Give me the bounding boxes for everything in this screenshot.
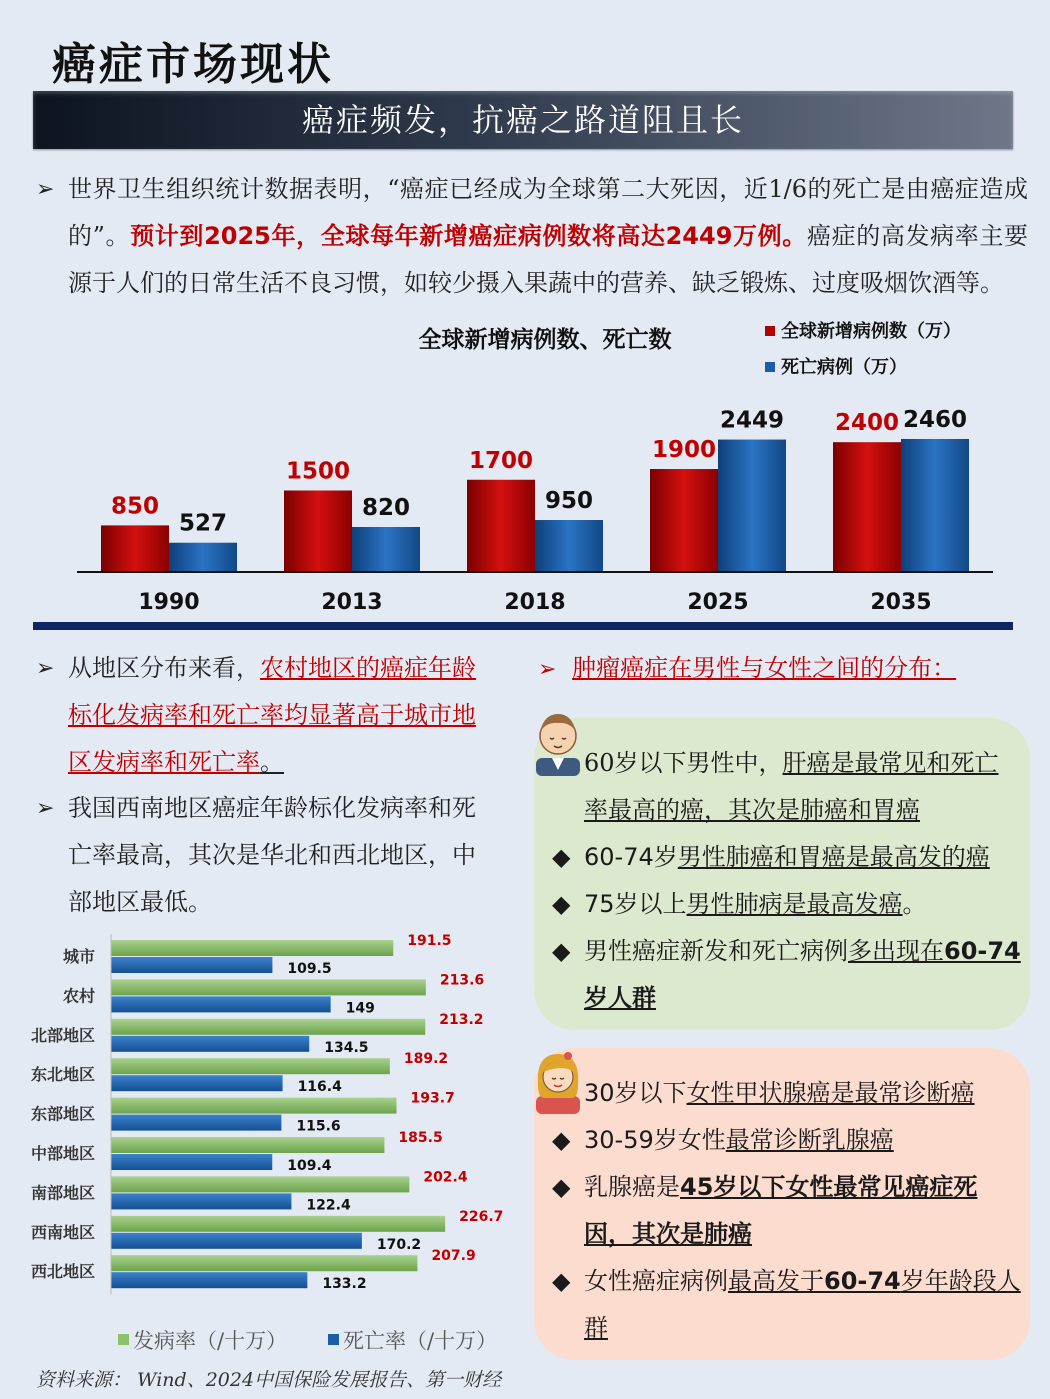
male-item-1-text: 60岁以下男性中， xyxy=(584,749,783,777)
male-item-3-end: 。 xyxy=(902,890,927,918)
legend-swatch xyxy=(765,326,775,336)
bar xyxy=(111,1233,362,1249)
female-avatar-icon xyxy=(528,1044,588,1114)
legend-swatch xyxy=(118,1334,129,1345)
male-item-3-emphasis: 男性肺病是最高发癌 xyxy=(686,890,903,918)
region-paragraph-1 xyxy=(36,645,498,786)
bar xyxy=(111,1154,272,1170)
bar xyxy=(111,1098,397,1114)
region-text-1: 从地区分布来看， xyxy=(68,654,260,682)
female-item-4-age: 60-74 xyxy=(824,1267,901,1295)
bar-value-label: 527 xyxy=(178,510,228,537)
diamond-bullet-icon: ◆ xyxy=(552,843,571,871)
intro-text-1: 世界卫生组织统计数据表明，“癌症已经成为全球第二大死因，近1/6的死亡是由癌症造成的”。 xyxy=(68,175,1028,250)
bar xyxy=(169,543,237,571)
female-item-4-text: 女性癌症病例 xyxy=(584,1267,728,1295)
bar-value-label: 1700 xyxy=(468,447,534,474)
bar-value-label: 202.4 xyxy=(423,1169,468,1186)
x-tick-label: 2018 xyxy=(504,590,566,615)
bar xyxy=(111,1176,409,1192)
y-tick-label: 中部地区 xyxy=(30,1144,95,1163)
y-tick-label: 西北地区 xyxy=(30,1262,95,1282)
bar-value-label: 2460 xyxy=(902,406,968,433)
y-tick-label: 南部地区 xyxy=(30,1183,95,1203)
bar xyxy=(650,469,718,571)
male-item-2-emphasis: 男性肺癌和胃癌是最高发的癌 xyxy=(677,843,990,871)
diamond-bullet-icon: ◆ xyxy=(552,1126,571,1154)
region-text-2: 我国西南地区癌症年龄标化发病率和死亡率最高，其次是华北和西北地区，中部地区最低。 xyxy=(68,794,476,916)
bar xyxy=(111,1115,281,1131)
bar xyxy=(101,525,169,571)
female-item-3-text: 乳腺癌是 xyxy=(584,1173,680,1201)
bar-value-label: 850 xyxy=(110,493,160,520)
female-item-2-text: 30-59岁女性 xyxy=(584,1126,726,1154)
female-item-1-emphasis: 女性甲状腺癌是最常诊断癌 xyxy=(686,1079,975,1107)
regional-rate-chart xyxy=(0,930,510,1360)
male-item-4-emphasis: 多出现在 xyxy=(848,937,944,965)
bar xyxy=(111,940,393,956)
bar xyxy=(111,1036,309,1052)
intro-text-2: 癌症的高发病率主要源于人们的日常生活不良习惯，如较少摄入果蔬中的营养、缺乏锻炼、过度吸烟饮酒等。 xyxy=(68,222,1028,297)
diamond-bullet-icon: ◆ xyxy=(552,937,571,965)
bar xyxy=(111,1272,307,1288)
male-item-1 xyxy=(584,740,1014,834)
bar xyxy=(833,442,901,571)
y-tick-label: 北部地区 xyxy=(30,1025,95,1045)
bar xyxy=(111,1255,417,1271)
bar xyxy=(111,1058,390,1074)
bar-value-label: 207.9 xyxy=(431,1248,476,1265)
page-title: 癌症市场现状 xyxy=(52,39,334,90)
bar-value-label: 950 xyxy=(544,488,594,515)
arrow-bullet-icon: ➢ xyxy=(36,796,55,821)
y-tick-label: 东北地区 xyxy=(30,1065,95,1085)
bar-value-label: 109.4 xyxy=(287,1158,332,1174)
male-item-2 xyxy=(552,834,1022,881)
arrow-bullet-icon: ➢ xyxy=(36,656,55,681)
bar-value-label: 115.6 xyxy=(296,1118,341,1135)
female-item-2-emphasis: 最常诊断乳腺癌 xyxy=(725,1126,894,1154)
section-banner xyxy=(33,91,1013,149)
bar xyxy=(111,1019,425,1035)
legend-swatch xyxy=(765,362,775,372)
bar xyxy=(535,520,603,571)
gender-heading-text: 肿瘤癌症在男性与女性之间的分布： xyxy=(572,654,957,682)
intro-paragraph xyxy=(36,166,1028,307)
x-tick-label: 2013 xyxy=(321,590,383,615)
bar xyxy=(718,440,786,571)
global-cases-chart xyxy=(0,310,1050,620)
region-paragraph-2 xyxy=(36,785,498,926)
bar xyxy=(284,490,352,571)
legend-label: 发病率（/十万） xyxy=(133,1329,288,1353)
bar-value-label: 149 xyxy=(345,1000,375,1017)
bar-value-label: 133.2 xyxy=(322,1276,367,1293)
bar-value-label: 213.6 xyxy=(439,972,485,989)
arrow-bullet-icon: ➢ xyxy=(538,657,557,682)
bar xyxy=(111,1075,283,1091)
bar xyxy=(111,996,331,1012)
legend-label: 死亡病例（万） xyxy=(781,357,907,378)
female-item-4 xyxy=(552,1258,1022,1352)
chart-title: 全球新增病例数、死亡数 xyxy=(418,326,672,353)
bar-value-label: 134.5 xyxy=(324,1039,369,1056)
male-item-4 xyxy=(552,928,1022,1022)
y-tick-label: 西南地区 xyxy=(30,1222,95,1242)
bar-value-label: 170.2 xyxy=(376,1236,422,1253)
arrow-bullet-icon: ➢ xyxy=(36,177,55,202)
bar-value-label: 2400 xyxy=(834,410,900,437)
bar xyxy=(111,1193,291,1209)
bar-value-label: 185.5 xyxy=(398,1130,443,1146)
bar-value-label: 189.2 xyxy=(403,1051,449,1068)
region-text-end: 。 xyxy=(260,748,284,776)
x-tick-label: 2035 xyxy=(870,590,932,615)
female-item-3 xyxy=(552,1164,1022,1258)
bar xyxy=(901,439,969,571)
bar-value-label: 1500 xyxy=(285,458,351,485)
male-item-1-emphasis: 肝癌是最常见和死亡率最高的癌，其次是肺癌和胃癌 xyxy=(584,749,999,824)
bar xyxy=(467,480,535,571)
bar-value-label: 1900 xyxy=(651,437,717,464)
female-item-2 xyxy=(552,1117,1022,1164)
gender-heading xyxy=(538,645,956,693)
bar-value-label: 820 xyxy=(361,494,411,521)
section-divider xyxy=(33,622,1013,630)
legend-label: 全球新增病例数（万） xyxy=(781,321,961,342)
bar xyxy=(352,527,420,571)
male-item-3 xyxy=(552,881,1022,928)
diamond-bullet-icon: ◆ xyxy=(552,1267,571,1295)
bar-value-label: 109.5 xyxy=(287,961,332,977)
bar-value-label: 191.5 xyxy=(407,933,452,949)
bar-value-label: 2449 xyxy=(719,407,785,434)
male-item-4-text: 男性癌症新发和死亡病例 xyxy=(584,937,848,965)
male-avatar-icon xyxy=(528,706,588,776)
diamond-bullet-icon: ◆ xyxy=(552,1173,571,1201)
bar-value-label: 226.7 xyxy=(459,1208,504,1225)
bar-value-label: 122.4 xyxy=(306,1197,351,1214)
female-item-1-text: 30岁以下 xyxy=(584,1079,687,1107)
bar-value-label: 193.7 xyxy=(410,1090,455,1107)
diamond-bullet-icon: ◆ xyxy=(552,890,571,918)
intro-highlight: 预计到2025年，全球每年新增癌症病例数将高达2449万例。 xyxy=(130,222,807,250)
y-tick-label: 农村 xyxy=(62,986,95,1006)
male-item-4-age: 60-74岁人群 xyxy=(584,937,1021,1012)
male-item-3-text: 75岁以上 xyxy=(584,890,687,918)
y-tick-label: 城市 xyxy=(62,947,95,966)
female-item-4-emphasis: 最高发于 xyxy=(728,1267,824,1295)
female-item-1 xyxy=(584,1070,1014,1117)
x-tick-label: 2025 xyxy=(687,590,749,615)
bar xyxy=(111,979,426,995)
bar-value-label: 213.2 xyxy=(439,1011,484,1028)
region-highlight: 农村地区的癌症年龄标化发病率和死亡率均显著高于城市地区发病率和死亡率 xyxy=(68,654,476,776)
female-item-4-emphasis-2: 岁年龄段人群 xyxy=(584,1267,1021,1342)
bar xyxy=(111,1137,384,1153)
female-item-3-emphasis: 45岁以下女性最常见癌症死因，其次是肺癌 xyxy=(584,1173,978,1248)
banner-text: 癌症频发，抗癌之路道阻且长 xyxy=(301,101,744,139)
legend-label: 死亡率（/十万） xyxy=(343,1329,498,1353)
y-tick-label: 东部地区 xyxy=(30,1104,95,1124)
source-note: 资料来源： Wind、2024中国保险发展报告、第一财经 xyxy=(36,1369,502,1391)
x-tick-label: 1990 xyxy=(138,590,200,615)
male-item-2-text: 60-74岁 xyxy=(584,843,678,871)
bar xyxy=(111,957,272,973)
bar xyxy=(111,1216,445,1232)
legend-swatch xyxy=(328,1334,339,1345)
bar-value-label: 116.4 xyxy=(297,1079,342,1096)
